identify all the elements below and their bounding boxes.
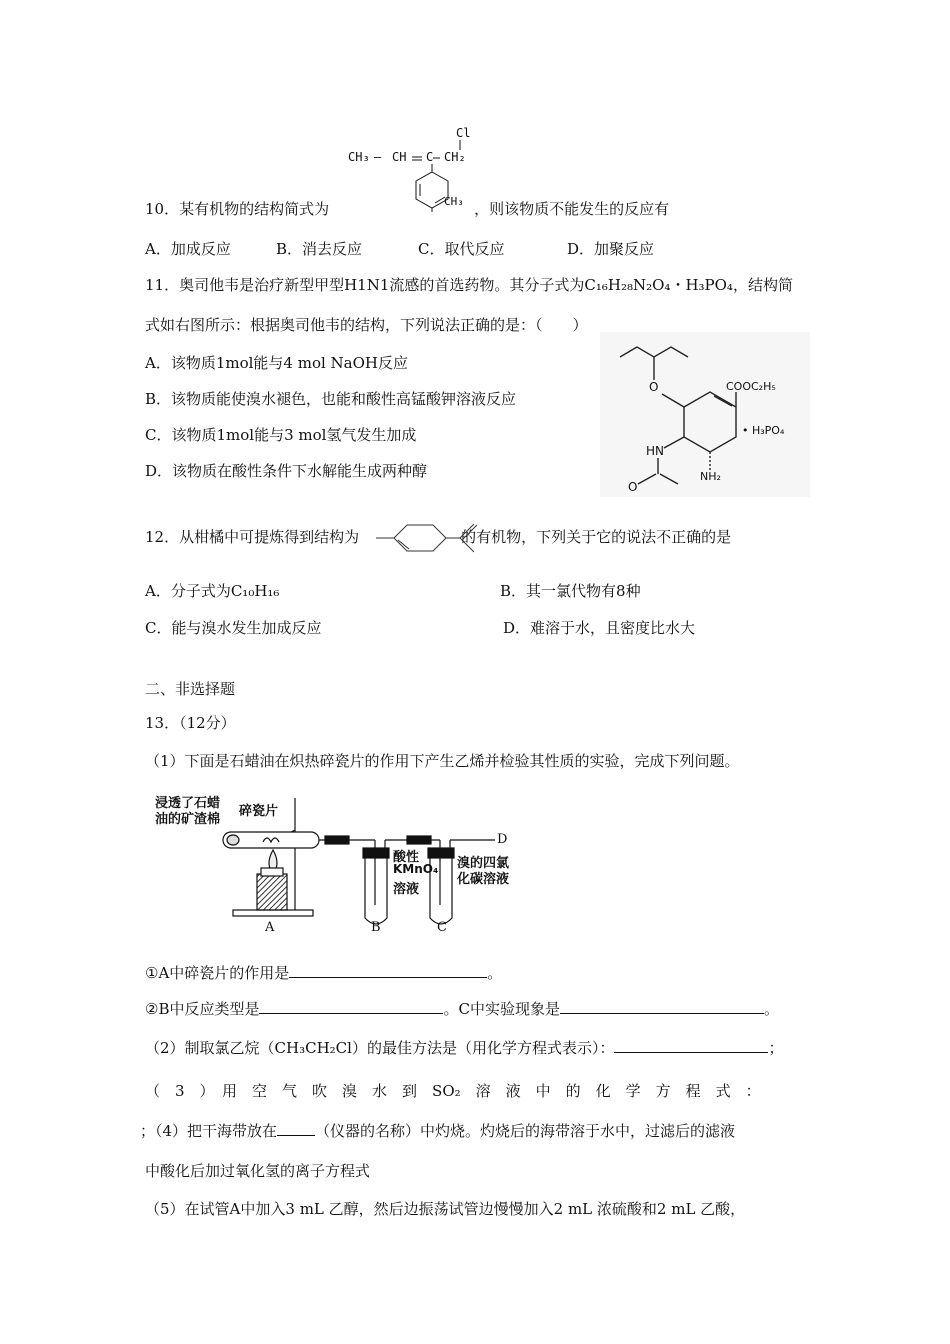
q13-p4-after: （仪器的名称）中灼烧。灼烧后的海带溶于水中，过滤后的滤液 bbox=[315, 1122, 736, 1140]
q10-ch3-left: CH₃ bbox=[348, 150, 370, 164]
q12-structure bbox=[376, 518, 484, 558]
answer-blank-3[interactable] bbox=[560, 999, 764, 1014]
q13-p3: （ 3 ） 用 空 气 吹 溴 水 到 SO₂ 溶 液 中 的 化 学 方 程 式 ： bbox=[145, 1082, 761, 1100]
answer-blank-1[interactable] bbox=[289, 963, 487, 978]
q12-stem-before: 从柑橘中可提炼得到结构为 bbox=[179, 528, 360, 546]
q11-salt-label: • H₃PO₄ bbox=[742, 424, 785, 437]
q10-cl-label: Cl bbox=[456, 126, 471, 140]
q10-option-a: A．加成反应 bbox=[145, 240, 231, 258]
q11-o2-label: O bbox=[628, 480, 638, 494]
label-d: D bbox=[497, 832, 508, 847]
q11-line2: 式如右图所示：根据奥司他韦的结构，下列说法正确的是：（ ） bbox=[145, 316, 588, 334]
q11-option-c: C．该物质1mol能与3 mol氢气发生加成 bbox=[145, 426, 417, 444]
q10-option-b: B．消去反应 bbox=[276, 240, 363, 258]
q10-ch2: CH₂ bbox=[444, 150, 466, 164]
q10-c: C bbox=[426, 150, 434, 164]
q13-p4-before: ；（4）把干海带放在 bbox=[140, 1122, 278, 1140]
q13-p2-after: ； bbox=[768, 1039, 784, 1057]
q13-p1: （1）下面是石蜡油在炽热碎瓷片的作用下产生乙烯并检验其性质的实验，完成下列问题。 bbox=[145, 752, 740, 770]
q12-stem-after: 的有机物，下列关于它的说法不正确的是 bbox=[461, 528, 732, 546]
answer-blank-5[interactable] bbox=[277, 1121, 315, 1136]
q10-stem-before: 某有机物的结构简式为 bbox=[179, 200, 330, 218]
q13-p2-before: （2）制取氯乙烷（CH₃CH₂Cl）的最佳方法是（用化学方程式表示）： bbox=[145, 1039, 615, 1057]
q13-s1-before: ①A中碎瓷片的作用是 bbox=[145, 964, 290, 982]
q13-p5: （5）在试管A中加入3 mL 乙醇，然后边振荡试管边慢慢加入2 mL 浓硫酸和2 mL 乙酸， bbox=[145, 1200, 746, 1218]
label-oil-2: 油的矿渣棉 bbox=[155, 812, 221, 827]
apparatus-figure bbox=[145, 790, 525, 940]
q12-option-a: A．分子式为C₁₀H₁₆ bbox=[145, 582, 280, 600]
q10-option-c: C．取代反应 bbox=[418, 240, 505, 258]
answer-blank-4[interactable] bbox=[614, 1038, 768, 1053]
label-b: B bbox=[371, 920, 381, 935]
q11-ester-label: COOC₂H₅ bbox=[726, 380, 776, 393]
q10-stem-after: ，则该物质不能发生的反应有 bbox=[474, 200, 670, 218]
q10-number: 10． bbox=[145, 200, 180, 218]
q11-o-label: O bbox=[649, 380, 659, 394]
q11-nh2-label: NH₂ bbox=[700, 470, 721, 483]
q13-s1 bbox=[145, 962, 502, 983]
label-a: A bbox=[265, 920, 275, 935]
q13-s2-before: ②B中反应类型是 bbox=[145, 1000, 260, 1018]
label-br-2: 化碳溶液 bbox=[457, 872, 510, 887]
q13-p4-line2: 中酸化后加过氧化氢的离子方程式 bbox=[145, 1162, 371, 1180]
q11-structure bbox=[600, 332, 810, 497]
q12-option-d: D．难溶于水，且密度比水大 bbox=[503, 619, 696, 637]
q13-p4 bbox=[140, 1120, 735, 1141]
q10-option-d: D．加聚反应 bbox=[567, 240, 655, 258]
q10-stem bbox=[145, 198, 669, 219]
q11-option-a: A．该物质1mol能与4 mol NaOH反应 bbox=[145, 354, 409, 372]
q11-option-d: D．该物质在酸性条件下水解能生成两种醇 bbox=[145, 462, 428, 480]
label-kmno4-3: 溶液 bbox=[393, 882, 420, 897]
answer-blank-2[interactable] bbox=[259, 999, 443, 1014]
label-kmno4-1: 酸性 bbox=[393, 850, 420, 865]
section-title: 二、非选择题 bbox=[145, 680, 236, 698]
label-kmno4-2: KMnO₄ bbox=[393, 862, 439, 876]
label-oil-1: 浸透了石蜡 bbox=[155, 796, 221, 811]
q13-s2-mid: 。C中实验现象是 bbox=[443, 1000, 560, 1018]
q13-s2-after: 。 bbox=[763, 1000, 779, 1018]
q11-hn-label: HN bbox=[646, 444, 664, 458]
label-shard: 碎瓷片 bbox=[239, 804, 279, 819]
q10-dash: — bbox=[374, 150, 382, 164]
q13-s2 bbox=[145, 998, 779, 1019]
q11-line1-text: 奥司他韦是治疗新型甲型H1N1流感的首选药物。其分子式为C₁₆H₂₈N₂O₄・H₃PO₄，结构简 bbox=[179, 276, 793, 294]
label-c: C bbox=[437, 920, 447, 935]
q12-option-b: B．其一氯代物有8种 bbox=[500, 582, 641, 600]
q10-ch3-ring: CH₃ bbox=[444, 195, 464, 208]
q12-number: 12． bbox=[145, 528, 180, 546]
q11-option-b: B．该物质能使溴水褪色，也能和酸性高锰酸钾溶液反应 bbox=[145, 390, 517, 408]
q13-p2 bbox=[145, 1037, 783, 1058]
q11-number: 11． bbox=[145, 276, 180, 294]
q10-ch: CH bbox=[392, 150, 407, 164]
q13-s1-after: 。 bbox=[487, 964, 503, 982]
q13-header: 13．（12分） bbox=[145, 714, 236, 732]
label-br-1: 溴的四氯 bbox=[457, 856, 510, 871]
q11-line1 bbox=[145, 274, 793, 295]
q12-option-c: C．能与溴水发生加成反应 bbox=[145, 619, 322, 637]
